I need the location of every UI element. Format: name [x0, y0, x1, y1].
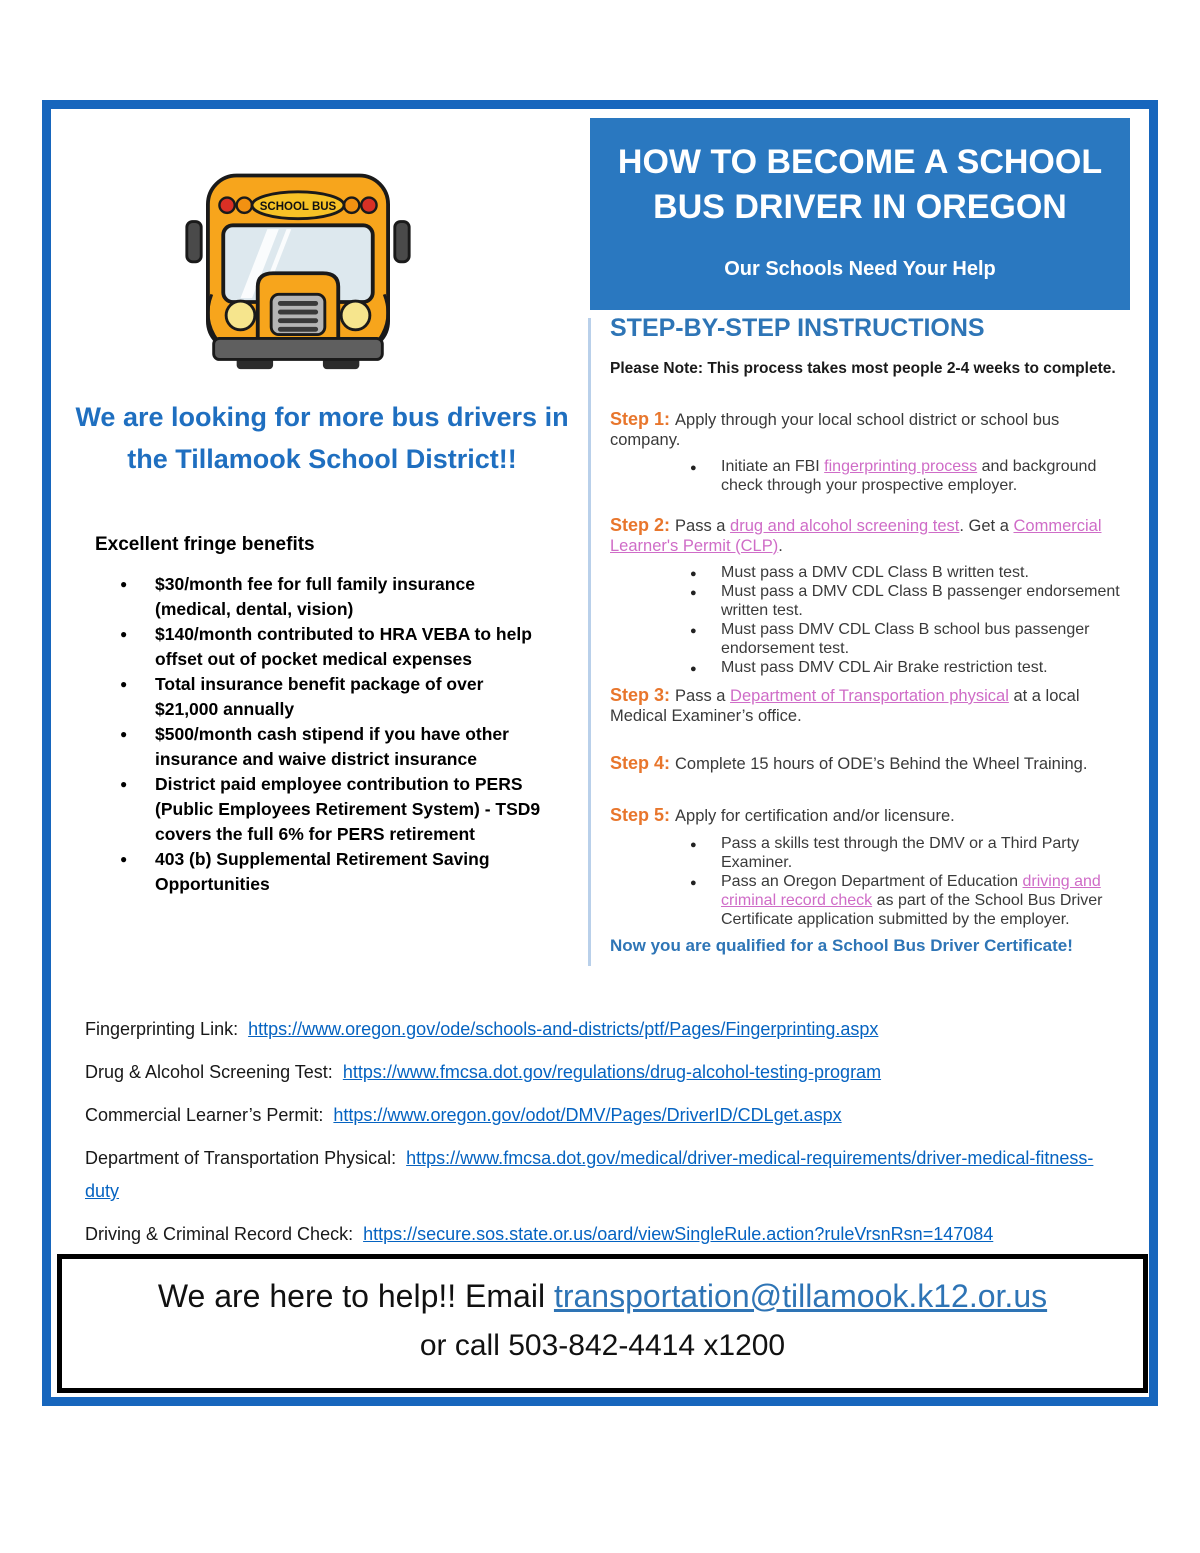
benefits-title: Excellent fringe benefits — [95, 534, 315, 555]
resource-link-label: Driving & Criminal Record Check: — [85, 1224, 364, 1244]
resource-link-row — [85, 1056, 1115, 1089]
bus-mirror-left — [187, 222, 201, 262]
contact-box — [57, 1254, 1148, 1393]
resource-link-row — [85, 1013, 1115, 1046]
resource-link-label: Department of Transportation Physical: — [85, 1148, 407, 1168]
grille-slat — [278, 327, 318, 332]
school-bus-icon — [183, 160, 413, 375]
bus-headlight-right — [341, 301, 370, 330]
bus-light-red-left — [219, 198, 234, 213]
resource-link-url[interactable]: https://www.fmcsa.dot.gov/regulations/drug-alcohol-testing-program — [342, 1062, 882, 1082]
step-label: Step 2: — [610, 515, 676, 535]
resource-link-label: Fingerprinting Link: — [85, 1019, 249, 1039]
benefit-item: ● 403 (b) Supplemental Retirement Saving Opportunities — [118, 847, 542, 897]
step-block — [610, 410, 1134, 495]
school-bus-illustration — [183, 160, 413, 375]
step-block — [610, 686, 1134, 726]
grille-slat — [278, 301, 318, 306]
inline-link[interactable]: Commercial Learner's Permit (CLP) — [610, 517, 1102, 555]
benefit-item: ● Total insurance benefit package of over $21,000 annually — [118, 672, 542, 722]
benefit-item: ● $500/month cash stipend if you have other insurance and waive district insurance — [118, 722, 542, 772]
inline-link[interactable]: driving and criminal record check — [721, 872, 1101, 909]
inline-link[interactable]: Department of Transportation physical — [730, 687, 1009, 705]
step-text: Step 3: Pass a Department of Transportation physical at a local Medical Examiner’s office. — [610, 685, 1080, 725]
step-block — [610, 806, 1134, 929]
step-label: Step 5: — [610, 805, 676, 825]
header-subtitle: Our Schools Need Your Help — [724, 258, 996, 280]
bus-headlight-left — [226, 301, 255, 330]
bus-bumper — [214, 338, 383, 359]
bus-light-red-right — [361, 198, 376, 213]
grille-slat — [278, 318, 318, 323]
page-title-line2: BUS DRIVER IN OREGON — [653, 188, 1067, 226]
page-title-line1: HOW TO BECOME A SCHOOL — [617, 143, 1103, 181]
step-label: Step 1: — [610, 409, 676, 429]
resource-link-row — [85, 1099, 1115, 1132]
step-bullet-item: ● Initiate an FBI fingerprinting process and background check through your prospective employer. — [690, 457, 1134, 495]
step-bullet-item: ● Must pass a DMV CDL Class B passenger endorsement written test. — [690, 582, 1134, 620]
resource-link-label: Drug & Alcohol Screening Test: — [85, 1062, 343, 1082]
resource-link-url[interactable]: https://www.oregon.gov/ode/schools-and-districts/ptf/Pages/Fingerprinting.aspx — [248, 1019, 879, 1039]
page-title — [590, 140, 1130, 230]
step-label: Step 4: — [610, 753, 676, 773]
inline-link[interactable]: transportation@tillamook.k12.or.us — [553, 1278, 1048, 1314]
bus-sign-text: SCHOOL BUS — [259, 201, 337, 213]
steps-note: Please Note: This process takes most people 2-4 weeks to complete. — [610, 360, 1116, 377]
bus-light-orange-left — [237, 198, 252, 213]
benefit-item: ● District paid employee contribution to PERS (Public Employees Retirement System) - TSD9 covers the full 6% for PERS retirement — [118, 772, 542, 847]
step-text: Step 4: Complete 15 hours of ODE’s Behind the Wheel Training. — [610, 753, 1088, 773]
bus-light-orange-right — [344, 198, 359, 213]
resource-link-row — [85, 1142, 1115, 1208]
step-block — [610, 754, 1134, 775]
resource-link-label: Commercial Learner’s Permit: — [85, 1105, 334, 1125]
step-block — [610, 516, 1134, 677]
step-bullet-item: ● Pass a skills test through the DMV or a Third Party Examiner. — [690, 834, 1134, 872]
step-label: Step 3: — [610, 685, 676, 705]
step-text: Step 5: Apply for certification and/or licensure. — [610, 805, 955, 825]
step-bullet-item: ● Must pass DMV CDL Air Brake restriction test. — [690, 658, 1134, 677]
resource-link-row — [85, 1218, 1115, 1251]
footer-line2: or call 503-842-4414 x1200 — [419, 1329, 786, 1362]
step-bullet-list — [690, 457, 1134, 495]
step-bullet-item: ● Must pass DMV CDL Class B school bus passenger endorsement test. — [690, 620, 1134, 658]
footer-line1: We are here to help!! Email transportation@tillamook.k12.or.us — [157, 1278, 1048, 1314]
benefit-item: ● $30/month fee for full family insurance (medical, dental, vision) — [118, 572, 542, 622]
inline-link[interactable]: drug and alcohol screening test — [730, 517, 960, 535]
resource-link-url[interactable]: https://www.oregon.gov/odot/DMV/Pages/DriverID/CDLget.aspx — [333, 1105, 842, 1125]
resource-link-url[interactable]: https://secure.sos.state.or.us/oard/viewSingleRule.action?ruleVrsnRsn=147084 — [363, 1224, 994, 1244]
column-divider — [588, 318, 591, 966]
benefits-list — [118, 572, 542, 897]
step-bullet-list — [690, 834, 1134, 929]
qualified-banner: Now you are qualified for a School Bus Driver Certificate! — [610, 936, 1073, 955]
step-text: Step 1: Apply through your local school district or school bus company. — [610, 409, 1060, 449]
benefit-item: ● $140/month contributed to HRA VEBA to help offset out of pocket medical expenses — [118, 622, 542, 672]
resource-link-url[interactable]: https://www.fmcsa.dot.gov/medical/driver-medical-requirements/driver-medical-fitness-duty — [85, 1148, 1094, 1201]
step-text: Step 2: Pass a drug and alcohol screening test. Get a Commercial Learner's Permit (CLP). — [610, 515, 1102, 555]
grille-slat — [278, 310, 318, 315]
header-banner — [590, 118, 1130, 310]
steps-section-title: STEP-BY-STEP INSTRUCTIONS — [610, 314, 985, 342]
inline-link[interactable]: fingerprinting process — [824, 458, 978, 475]
recruiting-heading: We are looking for more bus drivers in the Tillamook School District!! — [75, 402, 569, 474]
bus-mirror-right — [395, 222, 409, 262]
step-bullet-list — [690, 563, 1134, 677]
step-bullet-item: ● Must pass a DMV CDL Class B written test. — [690, 563, 1134, 582]
step-bullet-item: ● Pass an Oregon Department of Education driving and criminal record check as part of the School Bus Driver Certificate application submitted by the employer. — [690, 872, 1134, 929]
